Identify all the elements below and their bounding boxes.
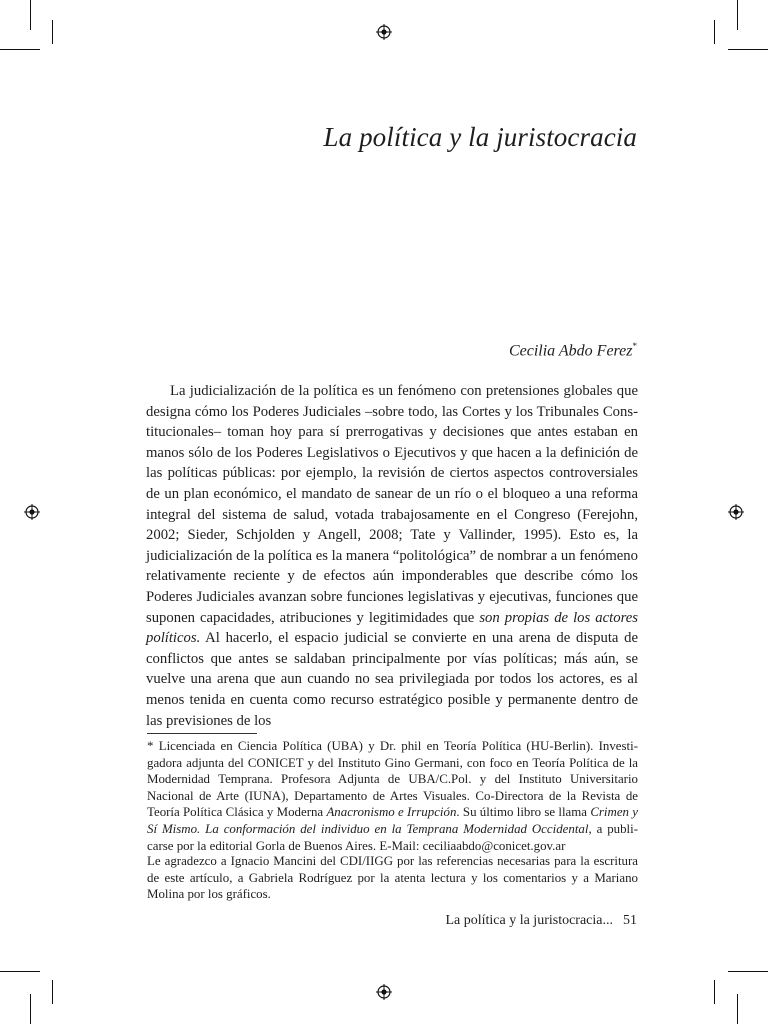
running-footer-title: La política y la juristocracia... [445,913,613,928]
crop-mark [728,49,768,50]
crop-mark [30,994,31,1024]
footnote-author [147,738,638,854]
running-footer [445,913,637,929]
footnote-journal: Anacronismo e Irrupción [326,805,457,820]
crop-mark [737,994,738,1024]
footnote-acknowledgements: Le agradezco a Ignacio Mancini del CDI/IIGG por las referencias necesarias para la escritura de este artículo, a Gabriela Rodríguez por la atenta lectura y los comentarios y a Mariano Molina por los gráficos. [147,854,638,902]
body-paragraph [146,381,638,731]
footnote-text: * Licenciada en Ciencia Política (UBA) y Dr. phil en Teoría Política (HU-Berlin). Investigadora adjunta del CONICET y del Instituto Gino Germani, con foco en Teoría Política de la Modernidad Temprana. Profesora Adjunta de UBA/C.Pol. y del Instituto Universitario Nacional de Arte (IUNA), Departamento de Artes Visuales. Co-Directora de la Revista de Teoría Política Clásica y Moderna [147,739,638,820]
footnote-book-title: Crimen y Sí Mismo. La conformación del individuo en la Temprana Modernidad Occidental [147,805,638,836]
crop-mark [52,980,53,1004]
body-text: La judicialización de la política es un fenómeno con pretensiones globales que designa cómo los Poderes Judiciales –sobre todo, las Cortes y los Tribunales Constitucionales– toman hoy para sí prerrogativas y decisiones que antes estaban en manos sólo de los Poderes Legislativos o Ejecutivos y que hacen a la definición de las políticas públicas: por ejemplo, la revisión de ciertos aspectos controversiales de un plan económico, el mandato de sanear de un río o el bloqueo a una reforma integral del sistema de salud, votada trabajosamente en el Congreso (Ferejohn, 2002; Sieder, Schjolden y Angell, 2008; Tate y Vallinder, 1995). Esto es, la judicialización de la política es la manera “politológica” de nombrar a un fenómeno relativamente reciente y de efectos aún imponderables que describe cómo los Poderes Judiciales avanzan sobre funciones legislativas y ejecutivas, funciones que suponen capacidades, atribuciones y legitimidades que [146,383,638,626]
crop-mark [0,971,40,972]
crop-mark [714,20,715,44]
page-title: La política y la juristocracia [323,122,637,152]
registration-mark-icon [376,24,392,40]
author-name: Cecilia Abdo Ferez [508,342,633,360]
body-emphasis: son propias de los actores políticos. [146,609,638,647]
crop-mark [714,980,715,1004]
footnote-text: . Su último libro se llama [456,805,591,820]
crop-mark [737,0,738,30]
footnote-divider [147,733,257,734]
crop-mark [52,20,53,44]
page-number: 51 [623,913,637,928]
crop-mark [30,0,31,30]
body-text: Al hacerlo, el espacio judicial se convierte en una arena de disputa de conflictos que antes se saldaban principalmente por vías políticas; más aún, se vuelve una arena que aun cuando no sea privilegiada por todos los actores, es al menos tenida en cuenta como recurso estratégico posible y permanente dentro de las previsiones de los [146,630,638,729]
crop-mark [728,971,768,972]
registration-mark-icon [24,504,40,520]
author-byline [148,341,637,360]
footnote-marker: * [632,341,637,351]
registration-mark-icon [376,984,392,1000]
footnote-text: , a publicarse por la editorial Gorla de Buenos Aires. E-Mail: ceciliaabdo@conicet.gov.ar [147,821,639,853]
registration-mark-icon [728,504,744,520]
crop-mark [0,49,40,50]
